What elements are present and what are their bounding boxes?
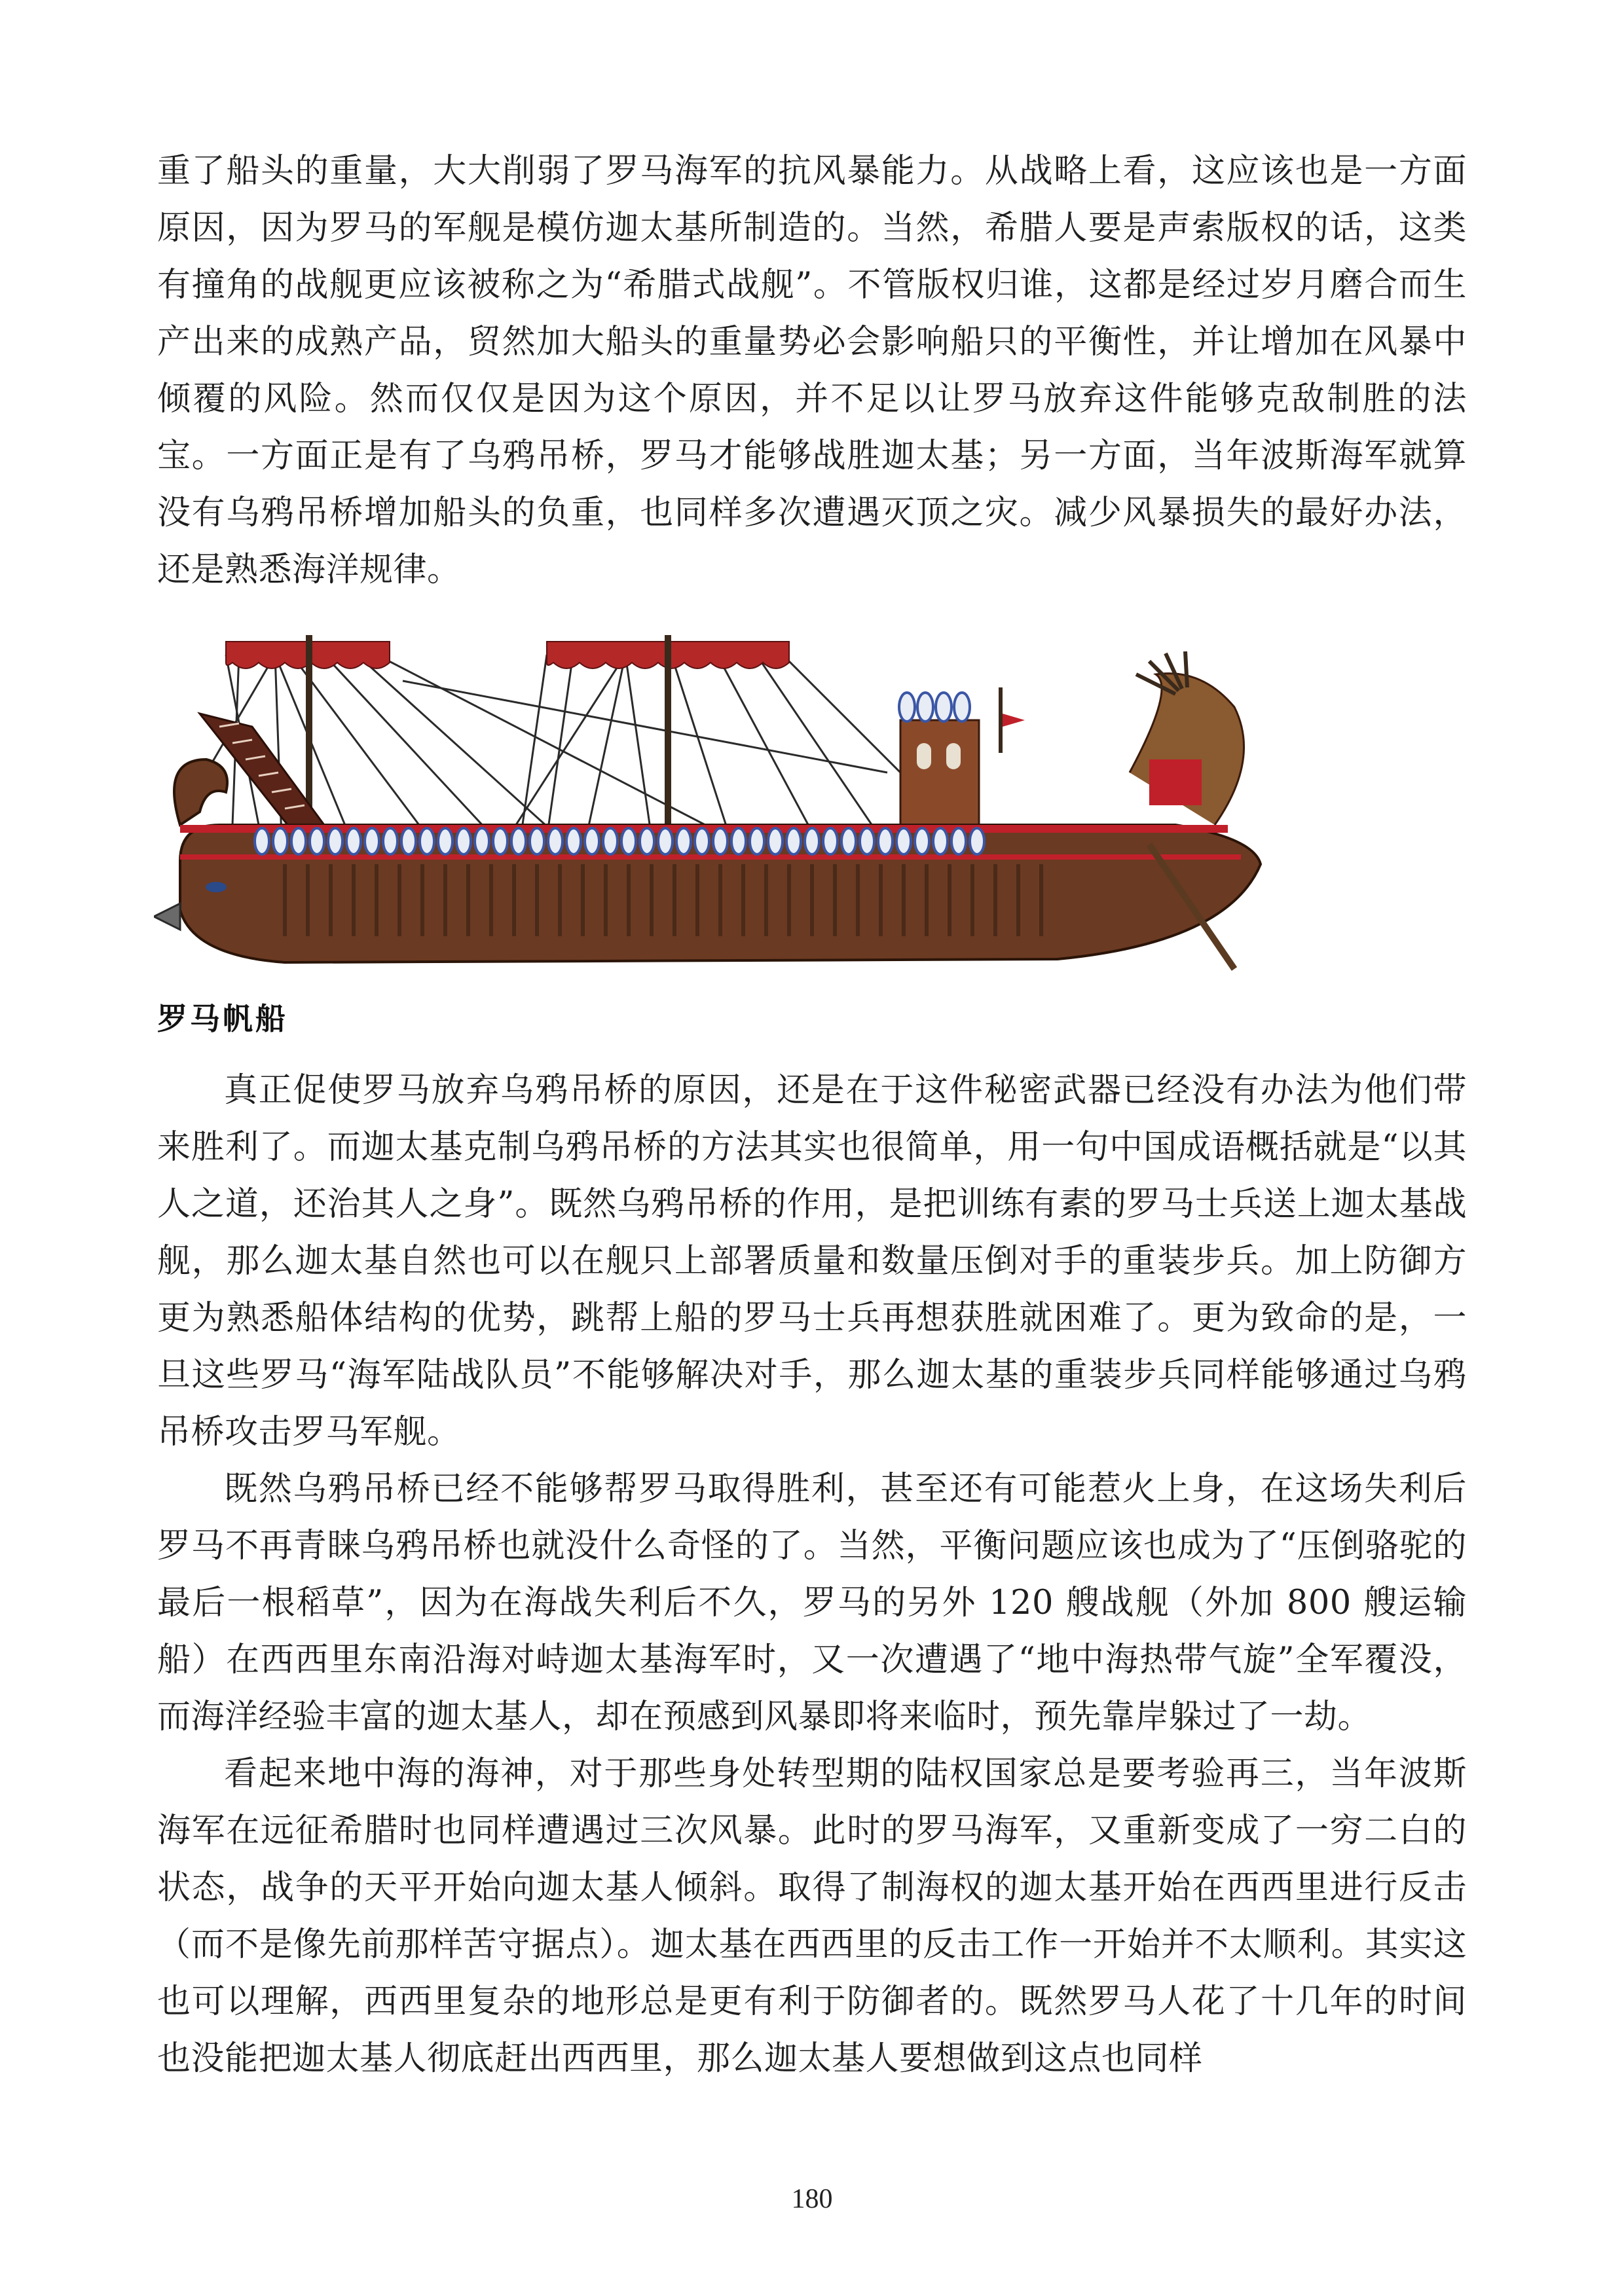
paragraph: 看起来地中海的海神，对于那些身处转型期的陆权国家总是要考验再三，当年波斯海军在远征希腊时也同样遭遇过三次风暴。此时的罗马海军，又重新变成了一穷二白的状态，战争的天平开始向迦太基人倾斜。取得了制海权的迦太基开始在西西里进行反击（而不是像先前那样苦守据点）。迦太基在西西里的反击工作一开始并不太顺利。其实这也可以理解，西西里复杂的地形总是更有利于防御者的。既然罗马人花了十几年的时间也没能把迦太基人彻底赶出西西里，那么迦太基人要想做到这点也同样: [157, 1755, 1467, 2078]
stern-plumes: [1136, 651, 1187, 694]
page-number: 180: [791, 2184, 833, 2214]
mast: [665, 635, 671, 845]
figure-caption: 罗马帆船: [157, 1001, 288, 1036]
bottom-text-block: [157, 1062, 1467, 2087]
stern-flag: [1149, 759, 1202, 805]
rigging: [206, 655, 972, 845]
top-text-block: [157, 143, 1467, 598]
bow-curl: [174, 759, 227, 825]
paragraph: 既然乌鸦吊桥已经不能够帮罗马取得胜利，甚至还有可能惹火上身，在这场失利后罗马不再青睐乌鸦吊桥也就没什么奇怪的了。当然，平衡问题应该也成为了“压倒骆驼的最后一根稻草”，因为在海战失利后不久，罗马的另外 120 艘战舰（外加 800 艘运输船）在西西里东南沿海对峙迦太基海军时，又一次遭遇了“地中海热带气旋”全军覆没，而海洋经验丰富的迦太基人，却在预感到风暴即将来临时，预先靠岸躲过了一劫。: [157, 1470, 1467, 1736]
roman-galley-illustration-icon: [154, 629, 1320, 982]
paragraph: 真正促使罗马放弃乌鸦吊桥的原因，还是在于这件秘密武器已经没有办法为他们带来胜利了。而迦太基克制乌鸦吊桥的方法其实也很简单，用一句中国成语概括就是“以其人之道，还治其人之身”。既然乌鸦吊桥的作用，是把训练有素的罗马士兵送上迦太基战舰，那么迦太基自然也可以在舰只上部署质量和数量压倒对手的重装步兵。加上防御方更为熟悉船体结构的优势，跳帮上船的罗马士兵再想获胜就困难了。更为致命的是，一旦这些罗马“海军陆战队员”不能够解决对手，那么迦太基的重装步兵同样能够通过乌鸦吊桥攻击罗马军舰。: [157, 1071, 1467, 1451]
ram: [154, 903, 180, 930]
hull-trim: [180, 854, 1241, 860]
paragraph: 重了船头的重量，大大削弱了罗马海军的抗风暴能力。从战略上看，这应该也是一方面原因，因为罗马的军舰是模仿迦太基所制造的。当然，希腊人要是声索版权的话，这类有撞角的战舰更应该被称之为“希腊式战舰”。不管版权归谁，这都是经过岁月磨合而生产出来的成熟产品，贸然加大船头的重量势必会影响船只的平衡性，并让增加在风暴中倾覆的风险。然而仅仅是因为这个原因，并不足以让罗马放弃这件能够克敌制胜的法宝。一方面正是有了乌鸦吊桥，罗马才能够战胜迦太基；另一方面，当年波斯海军就算没有乌鸦吊桥增加船头的负重，也同样多次遭遇灭顶之灾。减少风暴损失的最好办法，还是熟悉海洋规律。: [157, 152, 1467, 589]
bow-eye: [206, 882, 227, 892]
